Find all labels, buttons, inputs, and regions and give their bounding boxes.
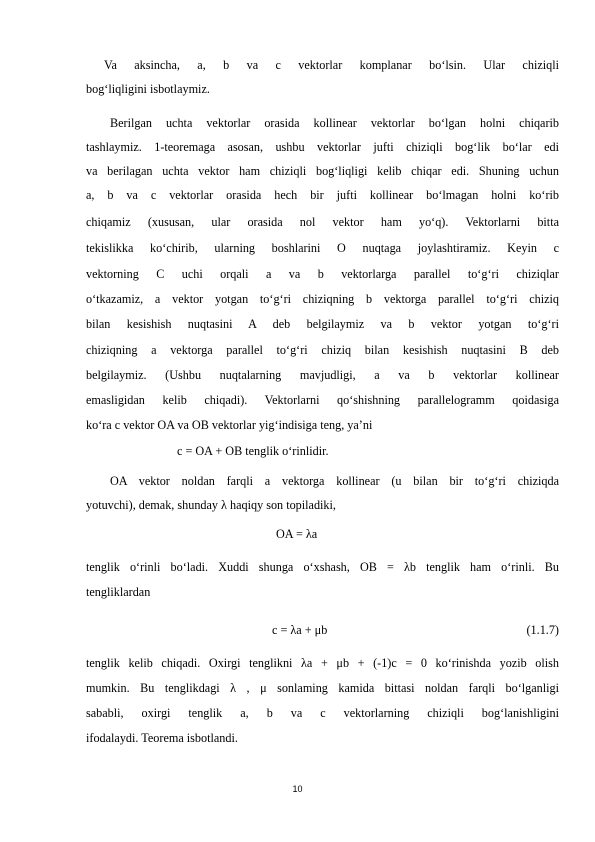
text-line: Va aksincha, a, b va c vektorlar komplanar bo‘lsin. Ular chiziqli [104, 58, 559, 72]
text-line: emasligidan kelib chiqadi). Vektorlarni qo‘shishning parallelogramm qoidasiga [86, 393, 559, 407]
text-line: sababli, oxirgi tenglik a, b va c vektorlarning chiziqli bog‘lanishligini [86, 706, 559, 720]
text-line: mumkin. Bu tenglikdagi λ , μ sonlaming kamida bittasi noldan farqli bo‘lganligi [86, 681, 559, 695]
text-line: OA vektor noldan farqli a vektorga kollinear (u bilan bir to‘g‘ri chiziqda [110, 474, 559, 488]
equation-text: c = λa + μb [272, 623, 328, 637]
equation-line: c = OA + OB tenglik o‘rinlidir. [177, 444, 329, 458]
text-line: tengliklardan [86, 585, 151, 599]
text-line: bilan kesishish nuqtasini A deb belgilaymiz va b vektor yotgan to‘g‘ri [86, 317, 559, 331]
text-line: chiqamiz (xususan, ular orasida nol vektor ham yo‘q). Vektorlarni bitta [86, 215, 559, 229]
text-line: chiziqning a vektorga parallel to‘g‘ri chiziq bilan kesishish nuqtasini B deb [86, 343, 559, 357]
text-line: Berilgan uchta vektorlar orasida kollinear vektorlar bo‘lgan holni chiqarib [110, 116, 559, 130]
text-line: yotuvchi), demak, shunday λ haqiqy son topiladiki, [86, 498, 336, 512]
text-line: o‘tkazamiz, a vektor yotgan to‘g‘ri chiziqning b vektorga parallel to‘g‘ri chiziq [86, 292, 559, 306]
equation-number: (1.1.7) [526, 623, 559, 637]
equation-line [272, 623, 559, 637]
text-line: tenglik kelib chiqadi. Oxirgi tenglikni λa + μb + (-1)c = 0 ko‘rinishda yozib olish [86, 656, 559, 670]
text-line: tenglik o‘rinli bo‘ladi. Xuddi shunga o‘xshash, OB = λb tenglik ham o‘rinli. Bu [86, 560, 559, 574]
text-line: bog‘liqligini isbotlaymiz. [86, 82, 210, 96]
text-line: tekislikka ko‘chirib, ularning boshlarini O nuqtaga joylashtiramiz. Keyin c [86, 241, 559, 255]
page-number: 10 [292, 784, 303, 794]
text-line: vektorning C uchi orqali a va b vektorlarga parallel to‘g‘ri chiziqlar [86, 267, 559, 281]
text-line: tashlaymiz. 1-teoremaga asosan, ushbu vektorlar jufti chiziqli bog‘lik bo‘lar edi [86, 140, 559, 154]
text-line: va berilagan uchta vektor ham chiziqli bog‘liqligi kelib chiqar edi. Shuning uchun [86, 164, 559, 178]
equation-line: OA = λa [276, 527, 318, 541]
text-line: a, b va c vektorlar orasida hech bir jufti kollinear bo‘lmagan holni ko‘rib [86, 188, 559, 202]
text-line: ko‘ra c vektor OA va OB vektorlar yig‘indisiga teng, ya’ni [86, 418, 373, 432]
text-line: belgilaymiz. (Ushbu nuqtalarning mavjudligi, a va b vektorlar kollinear [86, 368, 559, 382]
text-line: ifodalaydi. Teorema isbotlandi. [86, 731, 238, 745]
